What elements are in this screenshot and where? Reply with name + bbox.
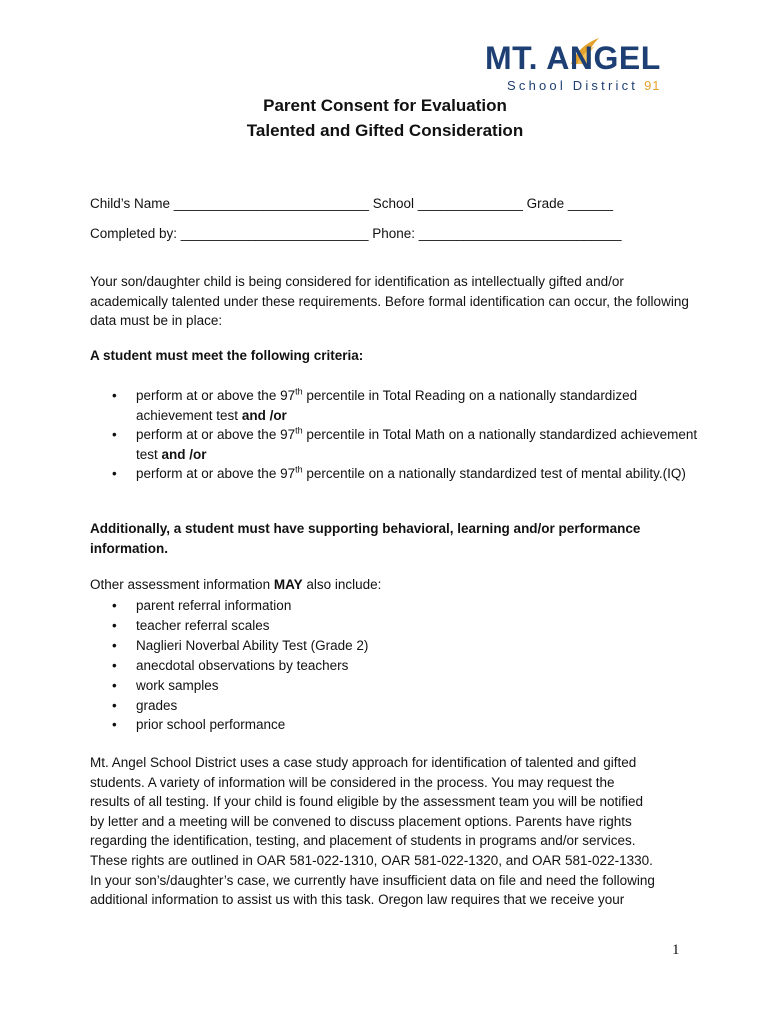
closing-paragraph [90, 753, 710, 910]
form-row-completed-phone: Completed by: _________________________ Phone: ___________________________ [90, 226, 622, 241]
list-item: • grades [90, 696, 368, 716]
intro-paragraph: Your son/daughter child is being considered for identification as intellectually gifted and/or academically talented under these requirements. Before formal identification can occur, the following data must be in place: [90, 274, 689, 329]
closing-line: by letter and a meeting will be convened to discuss placement options. Parents have rights [90, 813, 632, 829]
page-number: 1 [672, 942, 680, 958]
closing-line: These rights are outlined in OAR 581-022-1310, OAR 581-022-1320, and OAR 581-022-1330. [90, 852, 653, 868]
closing-line: results of all testing. If your child is found eligible by the assessment team you will be notified [90, 794, 644, 810]
criteria-item: • perform at or above the 97th percentile on a nationally standardized test of mental ability.(IQ) [90, 464, 716, 484]
list-item: • teacher referral scales [90, 616, 368, 636]
logo-district-number: 91 [644, 78, 661, 93]
title-line-2: Talented and Gifted Consideration [246, 121, 524, 140]
bullet-icon: • [112, 598, 117, 613]
list-item: • prior school performance [90, 715, 368, 735]
closing-line: regarding the identification, testing, and placement of students in programs and/or services. [90, 833, 636, 849]
closing-line: In your son’s/daughter’s case, we currently have insufficient data on file and need the following [90, 872, 655, 888]
other-assessment-list [90, 596, 368, 735]
bullet-icon: • [112, 617, 117, 633]
list-item: • work samples [90, 676, 368, 696]
logo-name: MT. ANGEL [485, 40, 661, 76]
bullet-icon: • [112, 466, 117, 481]
bullet-icon: • [112, 427, 117, 442]
criteria-item: • perform at or above the 97th percentile in Total Reading on a nationally standardized achievement test and /or [112, 386, 638, 423]
district-logo [485, 36, 685, 98]
closing-line: additional information to assist us with this task. Oregon law requires that we receive your [90, 892, 625, 908]
criteria-heading: A student must meet the following criteria: [90, 348, 364, 363]
criteria-item: • perform at or above the 97th percentile in Total Math on a nationally standardized achievement test and /or [112, 425, 698, 462]
list-item: • parent referral information [90, 596, 368, 616]
bullet-icon: • [112, 717, 117, 733]
closing-line: Mt. Angel School District uses a case study approach for identification of talented and gifted [90, 755, 637, 770]
list-item: • Naglieri Noverbal Ability Test (Grade 2) [90, 636, 368, 656]
bullet-icon: • [112, 637, 117, 653]
closing-line: students. A variety of information will be considered in the process. You may request the [90, 774, 615, 790]
logo-subtitle-text: School District [507, 78, 639, 93]
title-line-1: Parent Consent for Evaluation [263, 96, 507, 115]
bullet-icon: • [112, 677, 117, 693]
list-item: • anecdotal observations by teachers [90, 656, 368, 676]
additional-requirement: Additionally, a student must have supporting behavioral, learning and/or performance information. [90, 521, 641, 556]
logo-subtitle [507, 78, 661, 93]
bullet-icon: • [112, 657, 117, 673]
other-assessment-intro: Other assessment information MAY also include: [90, 577, 382, 592]
bullet-icon: • [112, 697, 117, 713]
form-row-child-school-grade: Child’s Name __________________________ School ______________ Grade ______ [90, 196, 613, 211]
criteria-list [90, 386, 716, 484]
bullet-icon: • [112, 388, 117, 403]
